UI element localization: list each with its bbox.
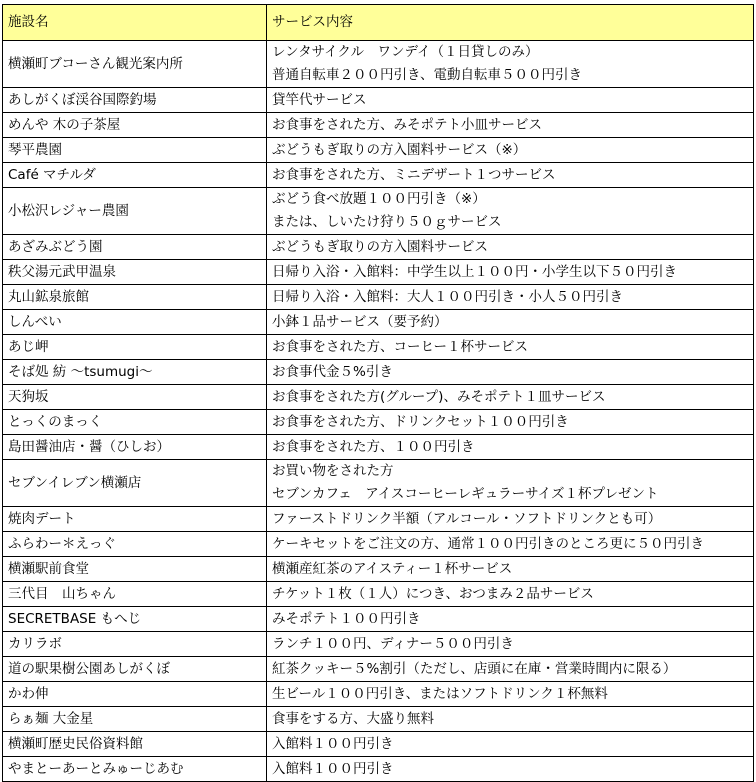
service-cell [267,41,754,88]
facility-name-cell: 焼肉デート [3,507,267,532]
table-row [3,632,754,657]
service-line: お買い物をされた方 [272,463,394,479]
facility-name-cell: とっくのまっく [3,410,267,435]
table-row [3,507,754,532]
service-line: 小鉢１品サービス（要予約） [272,313,448,330]
service-cell [267,285,754,310]
service-cell [267,757,754,782]
service-line: または、しいたけ狩り５０ｇサービス [272,214,502,230]
service-line: 普通自転車２００円引き、電動自転車５００円引き [272,67,582,83]
service-line: ぶどうもぎ取りの方入園料サービス（※） [272,141,527,158]
service-cell [267,138,754,163]
service-line: 横瀬産紅茶のアイスティー１杯サービス [272,560,513,577]
service-line: セブンカフェ アイスコーヒーレギュラーサイズ１杯プレゼント [272,486,659,502]
service-line: ぶどう食べ放題１００円引き（※） [272,191,486,207]
table-row [3,410,754,435]
service-cell [267,163,754,188]
service-cell [267,707,754,732]
service-line: 貸竿代サービス [272,91,367,108]
service-line: 生ビール１００円引き、またはソフトドリンク１杯無料 [272,685,608,702]
facility-name-cell: かわ伸 [3,682,267,707]
service-line: お食事代金５%引き [272,363,393,380]
table-row [3,435,754,460]
service-cell [267,682,754,707]
service-cell [267,260,754,285]
service-line: お食事をされた方、みそポテト小皿サービス [272,116,542,133]
service-line: お食事をされた方(グループ)、みそポテト１皿サービス [272,388,606,405]
facility-service-table [2,4,754,782]
table-row [3,113,754,138]
service-cell [267,582,754,607]
table-row [3,582,754,607]
facility-name-cell: 島田醤油店・醤（ひしお） [3,435,267,460]
service-cell [267,310,754,335]
service-line: お食事をされた方、コーヒー１杯サービス [272,338,528,355]
service-line: 日帰り入浴・入館料：大人１００円引き・小人５０円引き [272,288,623,305]
facility-name-cell: 天狗坂 [3,385,267,410]
service-cell [267,632,754,657]
table-row [3,532,754,557]
service-cell [267,235,754,260]
table-row [3,285,754,310]
facility-name-cell: 丸山鉱泉旅館 [3,285,267,310]
table-row [3,41,754,88]
table-row [3,385,754,410]
service-line: お食事をされた方、ドリンクセット１００円引き [272,413,569,430]
table-row [3,235,754,260]
service-cell [267,557,754,582]
facility-name-cell: 三代目 山ちゃん [3,582,267,607]
service-line: チケット１枚（１人）につき、おつまみ２品サービス [272,585,594,602]
facility-name-cell: めんや 木の子茶屋 [3,113,267,138]
facility-name-cell: あじ岬 [3,335,267,360]
table-row [3,163,754,188]
service-cell [267,385,754,410]
facility-name-cell: 道の駅果樹公園あしがくぼ [3,657,267,682]
table-row [3,557,754,582]
facility-name-cell: やまとーあーとみゅーじあむ [3,757,267,782]
service-cell [267,360,754,385]
service-line: お食事をされた方、ミニデザート１つサービス [272,166,556,183]
facility-name-cell: あざみぶどう園 [3,235,267,260]
table-row [3,88,754,113]
service-cell [267,435,754,460]
header-service: サービス内容 [267,5,754,41]
service-line: レンタサイクル ワンデイ（１日貸しのみ） [272,44,539,60]
facility-name-cell: ふらわー＊えっぐ [3,532,267,557]
service-line: 食事をする方、大盛り無料 [272,710,434,727]
table-row [3,707,754,732]
facility-name-cell: しんべい [3,310,267,335]
facility-name-cell: 秩父湯元武甲温泉 [3,260,267,285]
facility-name-cell: らぁ麺 大金星 [3,707,267,732]
service-cell [267,88,754,113]
service-line: みそポテト１００円引き [272,610,421,627]
service-line: ぶどうもぎ取りの方入園料サービス [272,238,488,255]
table-row [3,335,754,360]
table-row [3,657,754,682]
service-cell [267,532,754,557]
service-cell [267,607,754,632]
service-cell [267,335,754,360]
service-cell [267,410,754,435]
service-line: 日帰り入浴・入館料：中学生以上１００円・小学生以下５０円引き [272,263,677,280]
service-cell [267,188,754,235]
facility-name-cell: あしがくぼ渓谷国際釣場 [3,88,267,113]
facility-name-cell: 小松沢レジャー農園 [3,188,267,235]
table-row [3,138,754,163]
service-cell [267,657,754,682]
table-row [3,260,754,285]
facility-name-cell: そば処 紡 ～tsumugi～ [3,360,267,385]
facility-name-cell: セブンイレブン横瀬店 [3,460,267,507]
table-row [3,460,754,507]
service-line: お食事をされた方、１００円引き [272,438,475,455]
service-line: 紅茶クッキー５%割引（ただし、店頭に在庫・営業時間内に限る） [272,660,677,677]
table-header-row [3,5,754,41]
table-row [3,310,754,335]
facility-name-cell: 横瀬駅前食堂 [3,557,267,582]
service-cell [267,732,754,757]
header-facility: 施設名 [3,5,267,41]
table-row [3,757,754,782]
facility-name-cell: 横瀬町歴史民俗資料館 [3,732,267,757]
table-body [3,41,754,782]
table-row [3,188,754,235]
service-line: ランチ１００円、ディナー５００円引き [272,635,514,652]
facility-name-cell: カリラボ [3,632,267,657]
facility-name-cell: SECRETBASE もへじ [3,607,267,632]
service-line: ファーストドリンク半額（アルコール・ソフトドリンクとも可） [272,510,662,527]
service-line: 入館料１００円引き [272,760,394,777]
service-cell [267,460,754,507]
table-row [3,732,754,757]
service-line: 入館料１００円引き [272,735,394,752]
facility-name-cell: 横瀬町ブコーさん観光案内所 [3,41,267,88]
table-row [3,682,754,707]
table-container [2,4,754,782]
service-cell [267,507,754,532]
service-cell [267,113,754,138]
facility-name-cell: 琴平農園 [3,138,267,163]
service-line: ケーキセットをご注文の方、通常１００円引きのところ更に５０円引き [272,535,704,552]
table-row [3,607,754,632]
table-row [3,360,754,385]
facility-name-cell: Café マチルダ [3,163,267,188]
